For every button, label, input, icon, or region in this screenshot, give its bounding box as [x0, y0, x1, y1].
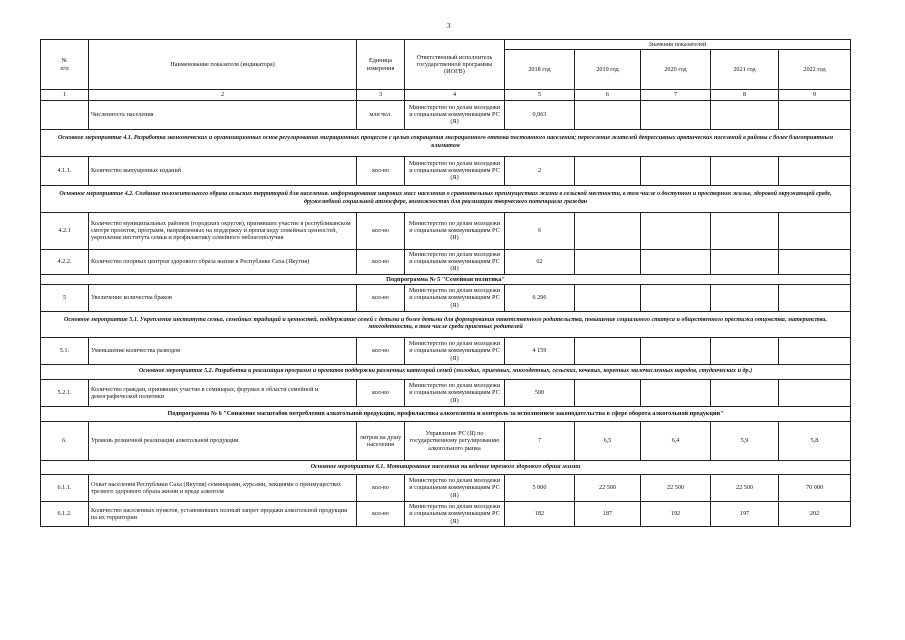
unit: кол-во [357, 249, 405, 274]
value-cell: 5,9 [711, 421, 779, 460]
unit: кол-во [357, 379, 405, 406]
section-title: Основное мероприятие 4.1. Разработка экономических и организационных основ регулирования миграционных процессов с целью сокращения миграционного оттока постоянного населения; переселение жителей депрессивных арктических поселений в районы с более благоприятным климатом [41, 129, 851, 156]
value-cell: 500 [505, 379, 575, 406]
col-number: 8 [711, 90, 779, 100]
value-cell [641, 212, 711, 249]
value-cell [779, 284, 851, 311]
responsible: Министерство по делам молодежи и социальным коммуникациям РС (Я) [405, 212, 505, 249]
row-number: 6. [41, 421, 89, 460]
indicator-name: Охват населения Республики Саха (Якутия) семинарами, курсами, лекциями о преимуществах трезвого здорового образа жизни и вреде алкоголя [89, 474, 357, 501]
value-cell: 4 159 [505, 337, 575, 364]
col-number: 5 [505, 90, 575, 100]
table-row [41, 501, 851, 526]
row-number: 6.1.2. [41, 501, 89, 526]
header-name: Наименование показателя (индикатора) [89, 40, 357, 90]
section-title: Основное мероприятие 6.1. Мотивирование населения на ведение трезвого здорового образа жизни [41, 460, 851, 474]
value-cell: 70 000 [779, 474, 851, 501]
value-cell: 22 500 [641, 474, 711, 501]
value-cell [779, 337, 851, 364]
value-cell [575, 156, 641, 185]
value-cell: 187 [575, 501, 641, 526]
value-cell [641, 100, 711, 129]
value-cell [575, 100, 641, 129]
indicators-table [40, 39, 851, 527]
value-cell [575, 249, 641, 274]
indicator-name: Уменьшение количества разводов [89, 337, 357, 364]
indicator-name: Увеличение количества браков [89, 284, 357, 311]
value-cell [575, 212, 641, 249]
table-row [41, 249, 851, 274]
section-row [41, 129, 851, 156]
header-responsible: Ответственный исполнитель государственной программы (ИОГВ) [405, 40, 505, 90]
col-number: 7 [641, 90, 711, 100]
indicator-name: Количество выпущенных изданий [89, 156, 357, 185]
responsible: Министерство по делам молодежи и социальным коммуникациям РС (Я) [405, 249, 505, 274]
value-cell [779, 156, 851, 185]
col-number: 6 [575, 90, 641, 100]
value-cell [779, 249, 851, 274]
responsible: Министерство по делам молодежи и социальным коммуникациям РС (Я) [405, 337, 505, 364]
row-number: 5 [41, 284, 89, 311]
value-cell: 7 [505, 421, 575, 460]
table-row [41, 421, 851, 460]
table-row [41, 474, 851, 501]
value-cell [779, 212, 851, 249]
value-cell: 22 500 [711, 474, 779, 501]
value-cell [641, 156, 711, 185]
section-row [41, 311, 851, 337]
subprogram-title: Подпрограмма № 5 "Семейная политика" [41, 274, 851, 284]
responsible: Министерство по делам молодежи и социальным коммуникациям РС (Я) [405, 156, 505, 185]
value-cell: 6 [505, 212, 575, 249]
header-year: 2020 год [641, 50, 711, 90]
row-number: 5.2.1. [41, 379, 89, 406]
value-cell: 62 [505, 249, 575, 274]
table-row [41, 212, 851, 249]
header-year: 2022 год [779, 50, 851, 90]
indicator-name: Численность населения [89, 100, 357, 129]
value-cell [711, 156, 779, 185]
unit: кол-во [357, 337, 405, 364]
col-number: 3 [357, 90, 405, 100]
table-row [41, 156, 851, 185]
responsible: Министерство по делам молодежи и социальным коммуникациям РС (Я) [405, 100, 505, 129]
indicator-name: Количество граждан, принявших участие в семинарах, форумах в области семейной и демографической политики [89, 379, 357, 406]
value-cell [641, 249, 711, 274]
unit: кол-во [357, 156, 405, 185]
value-cell [641, 337, 711, 364]
section-row [41, 185, 851, 212]
header-year: 2021 год [711, 50, 779, 90]
value-cell: 6 296 [505, 284, 575, 311]
indicator-name: Количество опорных центров здорового образа жизни в Республике Саха (Якутия) [89, 249, 357, 274]
col-number: 1 [41, 90, 89, 100]
row-number: 4.2.2. [41, 249, 89, 274]
value-cell [641, 379, 711, 406]
row-number [41, 100, 89, 129]
header-year: 2018 год [505, 50, 575, 90]
section-title: Основное мероприятие 5.1. Укрепление института семьи, семейных традиций и ценностей, поддержание семей с детьми и более детьми для формирования ответственного родительства, повышение социального статуса и общественного престижа отцовства, материнства, многодетности, в том числе среди приемных родителей [41, 311, 851, 337]
col-number: 9 [779, 90, 851, 100]
row-number: 4.2.1 [41, 212, 89, 249]
row-number: 4.1.1. [41, 156, 89, 185]
unit: кол-во [357, 212, 405, 249]
value-cell [711, 284, 779, 311]
section-title: Основное мероприятие 5.2. Разработка и реализация программ и проектов поддержки различных категорий семей (молодых, приемных, многодетных, сельских, кочевых, коренных малочисленных народов, студенческих и др.) [41, 364, 851, 379]
row-number: 5.1. [41, 337, 89, 364]
header-year: 2019 год [575, 50, 641, 90]
value-cell [711, 337, 779, 364]
value-cell: 0,963 [505, 100, 575, 129]
value-cell: 192 [641, 501, 711, 526]
responsible: Министерство по делам молодежи и социальным коммуникациям РС (Я) [405, 501, 505, 526]
table-row [41, 284, 851, 311]
unit: кол-во [357, 474, 405, 501]
subprogram-title: Подпрограмма № 6 "Снижение масштабов потребления алкогольной продукции, профилактика алкоголизма и контроль за исполнением законодательства в сфере оборота алкогольной продукции" [41, 406, 851, 421]
responsible: Министерство по делам молодежи и социальным коммуникациям РС (Я) [405, 474, 505, 501]
value-cell [711, 100, 779, 129]
col-number: 2 [89, 90, 357, 100]
value-cell [575, 337, 641, 364]
subprogram-row [41, 274, 851, 284]
header-unit: Единица измерения [357, 40, 405, 90]
section-row [41, 364, 851, 379]
value-cell: 2 [505, 156, 575, 185]
row-number: 6.1.1. [41, 474, 89, 501]
value-cell [711, 212, 779, 249]
indicator-name: Количество муниципальных районов (городских округов), принявших участие в республиканском смотре проектов, программ, направленных на поддержку и пропаганду семейных ценностей, укрепление института семьи и профилактику семейного неблагополучия [89, 212, 357, 249]
header-num: № п/п [41, 40, 89, 90]
table-row [41, 379, 851, 406]
unit: кол-во [357, 501, 405, 526]
value-cell: 5 000 [505, 474, 575, 501]
col-number: 4 [405, 90, 505, 100]
section-row [41, 460, 851, 474]
value-cell: 6,5 [575, 421, 641, 460]
header-values-title: Значения показателей [505, 40, 851, 50]
value-cell: 5,8 [779, 421, 851, 460]
value-cell [575, 379, 641, 406]
page-number: 3 [447, 22, 451, 30]
unit: литров на душу населения [357, 421, 405, 460]
value-cell: 6,4 [641, 421, 711, 460]
value-cell: 182 [505, 501, 575, 526]
responsible: Министерство по делам молодежи и социальным коммуникациям РС (Я) [405, 284, 505, 311]
table-row [41, 337, 851, 364]
value-cell: 22 500 [575, 474, 641, 501]
subprogram-row [41, 406, 851, 421]
responsible: Управление РС (Я) по государственному регулированию алкогольного рынка [405, 421, 505, 460]
value-cell [711, 379, 779, 406]
value-cell: 202 [779, 501, 851, 526]
value-cell [641, 284, 711, 311]
indicator-name: Уровень розничной реализации алкогольной продукции [89, 421, 357, 460]
responsible: Министерство по делам молодежи и социальным коммуникациям РС (Я) [405, 379, 505, 406]
value-cell: 197 [711, 501, 779, 526]
unit: кол-во [357, 284, 405, 311]
table-row [41, 100, 851, 129]
value-cell [711, 249, 779, 274]
value-cell [779, 100, 851, 129]
value-cell [779, 379, 851, 406]
value-cell [575, 284, 641, 311]
indicator-name: Количество населенных пунктов, установивших полный запрет продажи алкогольной продукции на их территории [89, 501, 357, 526]
section-title: Основное мероприятие 4.2. Создание положительного образа сельских территорий для населения, информирование широких масс населения о сравнительных преимуществах жизни в сельской местности, в том числе о доступном и просторном жилье, здоровой окружающей среде, дружелюбной социальной атмосфере, возможностях для реализации творческого потенциала граждан [41, 185, 851, 212]
unit: млн чел. [357, 100, 405, 129]
